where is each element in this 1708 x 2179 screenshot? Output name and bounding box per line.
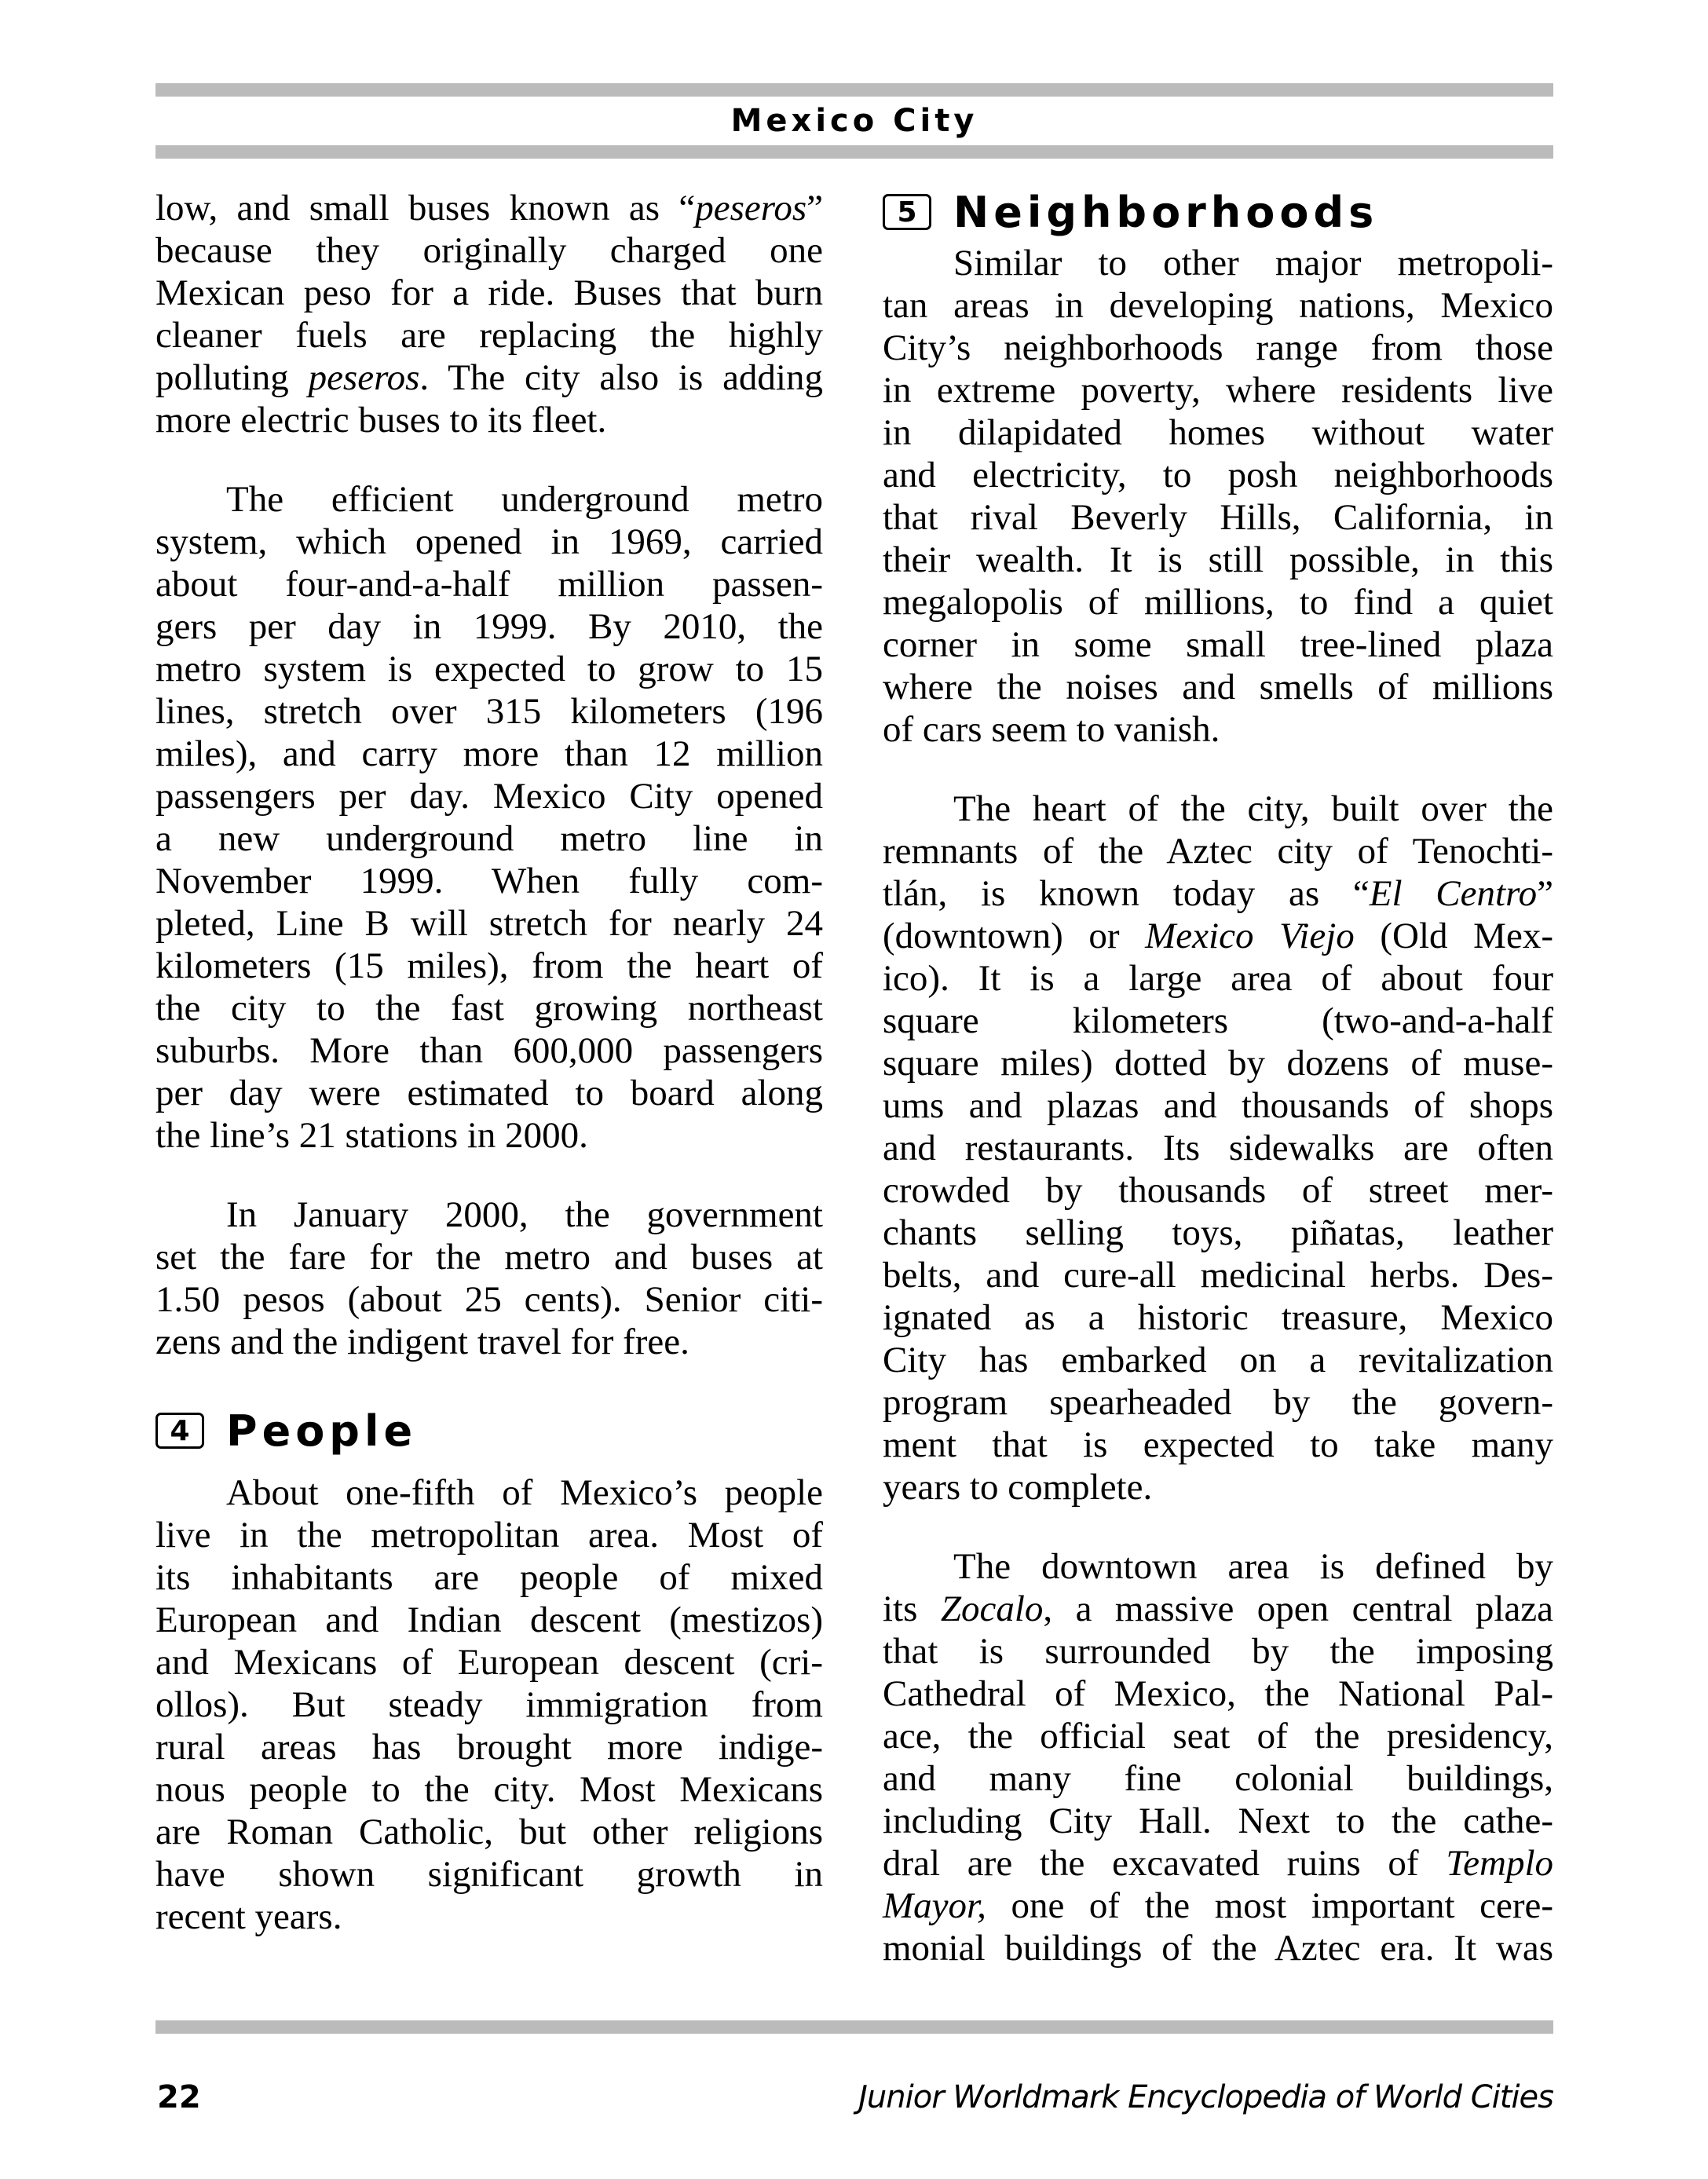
text-line: ums and plazas and thousands of shops (883, 1085, 1553, 1126)
text-line: low, and small buses known as “peseros” (155, 188, 823, 229)
text-line: remnants of the Aztec city of Tenochti- (883, 831, 1553, 872)
text-line: in dilapidated homes without water (883, 412, 1553, 453)
text-line: rural areas has brought more indige- (155, 1727, 823, 1768)
text-line: the city to the fast growing northeast (155, 988, 823, 1029)
text-line: in extreme poverty, where residents live (883, 370, 1553, 411)
text-line: have shown significant growth in (155, 1854, 823, 1895)
text-line: The heart of the city, built over the (953, 788, 1553, 829)
text-line: ignated as a historic treasure, Mexico (883, 1297, 1553, 1338)
text-line: including City Hall. Next to the cathe- (883, 1801, 1553, 1841)
text-line: metro system is expected to grow to 15 (155, 649, 823, 689)
header-rule-bottom (155, 145, 1553, 159)
section-title: People (226, 1406, 418, 1456)
text-line: where the noises and smells of millions (883, 667, 1553, 707)
text-line: and restaurants. Its sidewalks are often (883, 1128, 1553, 1168)
italic-term: Zocalo (940, 1589, 1044, 1629)
text-line: and many fine colonial buildings, (883, 1758, 1553, 1799)
text-line: suburbs. More than 600,000 passengers (155, 1030, 823, 1071)
text-line: miles), and carry more than 12 million (155, 733, 823, 774)
right-column (883, 184, 1553, 1969)
transport-paragraph-1 (155, 187, 823, 441)
text-line: ollos). But steady immigration from (155, 1684, 823, 1725)
text-line: chants selling toys, piñatas, leather (883, 1212, 1553, 1253)
italic-term: Mexico Viejo (1145, 916, 1355, 956)
text-line: system, which opened in 1969, carried (155, 521, 823, 562)
text-line: The downtown area is defined by (953, 1546, 1553, 1587)
text-line: are Roman Catholic, but other religions (155, 1812, 823, 1852)
neighborhoods-paragraph-3 (883, 1545, 1553, 1969)
fare-paragraph (155, 1194, 823, 1363)
text-line: that rival Beverly Hills, California, in (883, 497, 1553, 538)
text-line: per day were estimated to board along (155, 1073, 823, 1113)
italic-term: El Centro (1369, 873, 1538, 914)
book-title: Junior Worldmark Encyclopedia of World Cities (858, 2079, 1553, 2115)
text-line: crowded by thousands of street mer- (883, 1170, 1553, 1211)
text-line: Mayor, one of the most important cere- (883, 1885, 1553, 1926)
italic-term: Mayor, (883, 1885, 986, 1926)
text-line: square kilometers (two-and-a-half (883, 1000, 1553, 1041)
italic-term: Templo (1446, 1843, 1553, 1884)
neighborhoods-paragraph-1 (883, 242, 1553, 751)
text-line: ment that is expected to take many (883, 1424, 1553, 1465)
text-line: of cars seem to vanish. (883, 709, 1220, 750)
section-heading-people (155, 1402, 823, 1459)
neighborhoods-paragraph-2 (883, 788, 1553, 1508)
text-line: program spearheaded by the govern- (883, 1382, 1553, 1423)
footer-rule (155, 2020, 1553, 2034)
text-line: The efficient underground metro (226, 479, 823, 520)
text-line: 1.50 pesos (about 25 cents). Senior citi- (155, 1279, 823, 1320)
text-line: passengers per day. Mexico City opened (155, 776, 823, 817)
text-line: and electricity, to posh neighborhoods (883, 455, 1553, 495)
section-heading-neighborhoods (883, 184, 1553, 240)
text-line: pleted, Line B will stretch for nearly 24 (155, 903, 823, 944)
text-line: (downtown) or Mexico Viejo (Old Mex- (883, 916, 1553, 956)
text-line: more electric buses to its fleet. (155, 400, 607, 441)
text-line: About one-fifth of Mexico’s people (226, 1472, 823, 1513)
text-line: because they originally charged one (155, 230, 823, 271)
text-line: square miles) dotted by dozens of muse- (883, 1043, 1553, 1084)
text-line: its Zocalo, a massive open central plaza (883, 1589, 1553, 1629)
text-line: and Mexicans of European descent (cri- (155, 1642, 823, 1683)
text-line: cleaner fuels are replacing the highly (155, 315, 823, 356)
text-line: set the fare for the metro and buses at (155, 1237, 823, 1278)
text-line: megalopolis of millions, to find a quiet (883, 582, 1553, 623)
text-line: that is surrounded by the imposing (883, 1631, 1553, 1672)
header-rule-top (155, 83, 1553, 97)
text-line: a new underground metro line in (155, 818, 823, 859)
text-line: City has embarked on a revitalization (883, 1340, 1553, 1380)
text-line: Similar to other major metropoli- (953, 243, 1553, 283)
text-line: zens and the indigent travel for free. (155, 1322, 689, 1362)
text-line: dral are the excavated ruins of Templo (883, 1843, 1553, 1884)
text-line: the line’s 21 stations in 2000. (155, 1115, 588, 1156)
text-line: live in the metropolitan area. Most of (155, 1515, 823, 1556)
text-line: tlán, is known today as “El Centro” (883, 873, 1553, 914)
text-line: about four-and-a-half million passen- (155, 564, 823, 605)
italic-term: peseros (695, 188, 807, 229)
running-title: Mexico City (730, 103, 978, 139)
people-paragraph (155, 1472, 823, 1938)
metro-paragraph (155, 478, 823, 1157)
text-line: Cathedral of Mexico, the National Pal- (883, 1673, 1553, 1714)
text-line: corner in some small tree-lined plaza (883, 624, 1553, 665)
text-line: European and Indian descent (mestizos) (155, 1600, 823, 1640)
text-line: November 1999. When fully com- (155, 861, 823, 901)
italic-term: peseros (308, 357, 420, 398)
text-line: monial buildings of the Aztec era. It was (883, 1928, 1553, 1969)
page-number: 22 (157, 2079, 201, 2115)
text-line: their wealth. It is still possible, in this (883, 539, 1553, 580)
text-line: In January 2000, the government (226, 1194, 823, 1235)
left-column (155, 187, 823, 1938)
section-title: Neighborhoods (953, 187, 1379, 237)
text-line: tan areas in developing nations, Mexico (883, 285, 1553, 326)
text-line: polluting peseros. The city also is adding (155, 357, 823, 398)
text-line: Mexican peso for a ride. Buses that burn (155, 272, 823, 313)
text-line: ace, the official seat of the presidency, (883, 1716, 1553, 1757)
text-line: kilometers (15 miles), from the heart of (155, 945, 823, 986)
section-number-badge: 5 (883, 194, 931, 230)
text-line: ico). It is a large area of about four (883, 958, 1553, 999)
text-line: its inhabitants are people of mixed (155, 1557, 823, 1598)
text-line: recent years. (155, 1896, 342, 1937)
text-line: City’s neighborhoods range from those (883, 327, 1553, 368)
text-line: years to complete. (883, 1467, 1153, 1508)
text-line: lines, stretch over 315 kilometers (196 (155, 691, 823, 732)
text-line: gers per day in 1999. By 2010, the (155, 606, 823, 647)
section-number-badge: 4 (155, 1413, 204, 1449)
text-line: belts, and cure-all medicinal herbs. Des- (883, 1255, 1553, 1296)
text-line: nous people to the city. Most Mexicans (155, 1769, 823, 1810)
